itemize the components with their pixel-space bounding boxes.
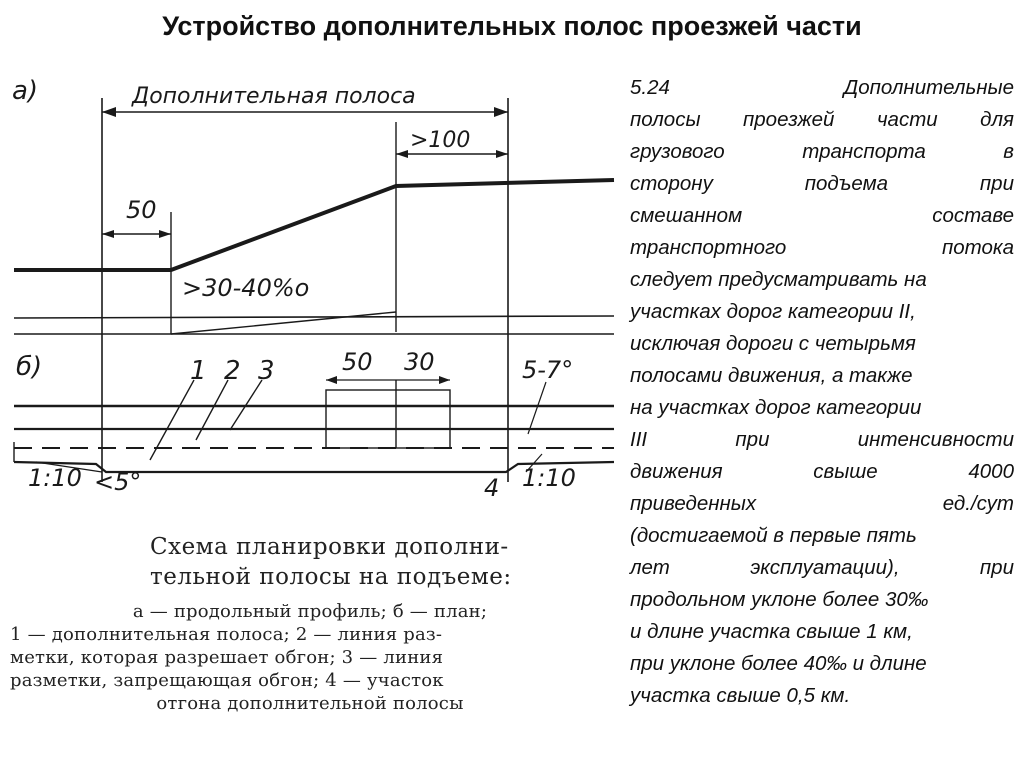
- dim-30-label: 30: [404, 348, 435, 376]
- text-word: в: [1003, 140, 1014, 163]
- text-line: [630, 72, 1014, 104]
- text-line: [630, 200, 1014, 232]
- slide-title: Устройство дополнительных полос проезжей части: [162, 11, 862, 41]
- text-word: участка свыше 0,5 км.: [630, 684, 851, 707]
- text-word: следует предусматривать на: [630, 268, 927, 291]
- text-word: полосы: [630, 108, 701, 131]
- slope-label: >30-40%o: [182, 274, 310, 302]
- angle-right-label: 5-7°: [522, 356, 574, 384]
- text-word: исключая дороги с четырьмя: [630, 332, 916, 355]
- caption-line: метки, которая разрешает обгон; 3 — линия: [10, 647, 444, 668]
- text-word: (достигаемой в первые пять: [630, 524, 917, 547]
- text-word: и длине участка свыше 1 км,: [630, 620, 913, 643]
- mark-3-label: 3: [258, 356, 275, 386]
- caption-title-line-2: тельной полосы на подъеме:: [150, 564, 512, 590]
- lane-dimension-label: Дополнительная полоса: [132, 84, 416, 109]
- text-line: [630, 168, 1014, 200]
- text-word: проезжей: [743, 108, 835, 131]
- profile-line: [14, 180, 614, 270]
- text-word: движения: [630, 460, 723, 483]
- text-line: [630, 232, 1014, 264]
- dim-100-label: >100: [410, 128, 471, 153]
- text-line: [630, 264, 1014, 296]
- text-word: Дополнительные: [843, 76, 1014, 99]
- text-word: лет: [630, 556, 670, 579]
- text-line: [630, 136, 1014, 168]
- caption-line: отгона дополнительной полосы: [156, 693, 464, 714]
- taper-left-label: 1:10: [28, 464, 82, 492]
- text-word: составе: [932, 204, 1014, 227]
- text-line: [630, 520, 1014, 552]
- text-word: на участках дорог категории: [630, 396, 922, 419]
- diagram-lines: [6, 62, 618, 522]
- text-word: транспорта: [802, 140, 926, 163]
- caption-line: разметки, запрещающая обгон; 4 — участок: [10, 670, 444, 691]
- text-word: III: [630, 428, 648, 451]
- text-word: для: [980, 108, 1014, 131]
- caption-title-line-1: Схема планировки дополни-: [150, 534, 509, 560]
- profile-lane-edge: [171, 312, 396, 334]
- text-word: сторону: [630, 172, 713, 195]
- profile-base-line: [14, 316, 614, 318]
- lane-diagram: [6, 62, 618, 522]
- mark-4-label: 4: [484, 474, 500, 502]
- text-line: [630, 424, 1014, 456]
- text-line: [630, 360, 1014, 392]
- mark-1-label: 1: [190, 356, 207, 386]
- angle-left-label: <5°: [94, 468, 142, 496]
- text-line: [630, 392, 1014, 424]
- caption-legend: [10, 600, 610, 715]
- text-line: [630, 552, 1014, 584]
- text-word: при уклоне более 40‰ и длине: [630, 652, 927, 675]
- dim-50-label: 50: [342, 348, 373, 376]
- text-line: [630, 680, 1014, 712]
- text-word: части: [876, 108, 938, 131]
- text-word: при: [979, 172, 1014, 195]
- marking-box: [326, 390, 450, 448]
- text-word: транспортного: [630, 236, 787, 259]
- regulation-text: [630, 72, 1014, 712]
- text-line: [630, 584, 1014, 616]
- text-word: продольном уклоне более 30‰: [630, 588, 929, 611]
- text-line: [630, 616, 1014, 648]
- text-word: полосами движения, а также: [630, 364, 913, 387]
- text-word: участках дорог категории II,: [630, 300, 916, 323]
- leader-2: [196, 380, 228, 440]
- text-word: смешанном: [630, 204, 743, 227]
- text-word: при: [979, 556, 1014, 579]
- text-line: [630, 104, 1014, 136]
- taper-right-label: 1:10: [522, 464, 576, 492]
- text-line: [630, 488, 1014, 520]
- label-a: а): [12, 76, 39, 106]
- caption-line: 1 — дополнительная полоса; 2 — линия раз-: [10, 624, 443, 645]
- caption-line: а — продольный профиль; б — план;: [132, 601, 488, 622]
- text-word: 5.24: [630, 76, 670, 99]
- text-line: [630, 296, 1014, 328]
- label-b: б): [16, 352, 43, 382]
- diagram-caption: [0, 522, 620, 767]
- text-word: эксплуатации),: [750, 556, 900, 579]
- text-line: [630, 328, 1014, 360]
- text-word: при: [735, 428, 770, 451]
- text-word: приведенных: [630, 492, 757, 515]
- text-line: [630, 456, 1014, 488]
- text-word: интенсивности: [857, 428, 1014, 451]
- text-line: [630, 648, 1014, 680]
- text-word: подъема: [804, 172, 889, 195]
- dim-50-top-label: 50: [126, 196, 157, 224]
- text-word: потока: [941, 236, 1014, 259]
- text-word: свыше: [813, 460, 878, 483]
- text-word: ед./сут: [942, 492, 1014, 515]
- text-word: 4000: [968, 460, 1014, 483]
- caption-title: [150, 532, 620, 592]
- text-word: грузового: [630, 140, 725, 163]
- mark-2-label: 2: [224, 356, 241, 386]
